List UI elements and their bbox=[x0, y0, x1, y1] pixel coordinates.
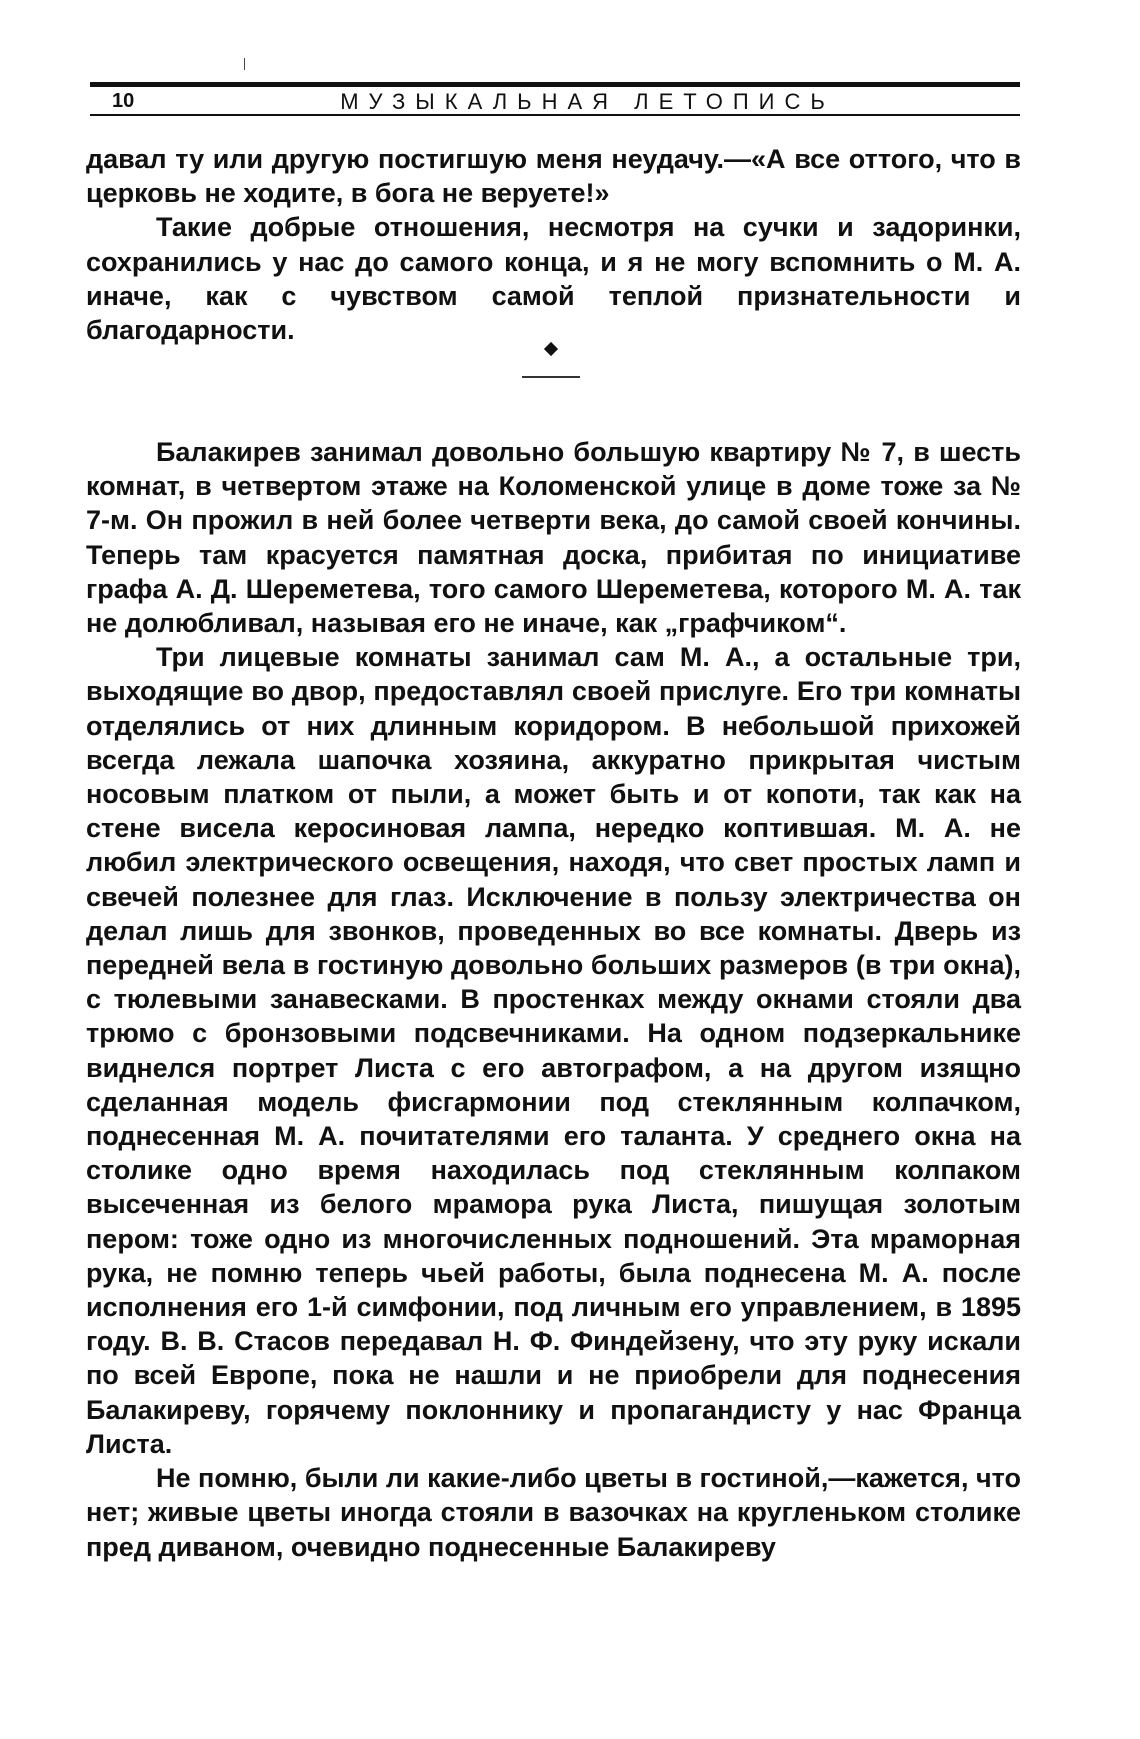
divider-rule bbox=[522, 376, 580, 378]
paragraph: давал ту или другую постигшую меня неудачу.—«А все оттого, что в церковь не ходите, в бога не веруете!» bbox=[86, 144, 1021, 209]
page-number: 10 bbox=[112, 90, 135, 112]
paragraph: Не помню, были ли какие-либо цветы в гостиной,—кажется, что нет; живые цветы иногда стояли в вазочках на кругленьком столике пред диваном, очевидно поднесенные Балакиреву bbox=[86, 1463, 1021, 1562]
running-title: МУЗЫКАЛЬНАЯ ЛЕТОПИСЬ bbox=[340, 89, 835, 114]
paragraph: Балакирев занимал довольно большую квартиру № 7, в шесть комнат, в четвертом этаже на Коломенской улице в доме тоже за № 7-м. Он прожил в ней более четверти века, до самой своей кончины. Теперь там красуется памятная доска, прибитая по инициативе графа А. Д. Шереметева, того самого Шереметева, которого М. А. так не долюбливал, называя его не иначе, как „графчиком“. bbox=[86, 437, 1021, 639]
running-header bbox=[90, 82, 1020, 116]
print-mark bbox=[244, 58, 245, 70]
section-divider bbox=[522, 340, 582, 380]
paragraph: Три лицевые комнаты занимал сам М. А., а остальные три, выходящие во двор, предоставлял своей прислуге. Его три комнаты отделялись от них длинным коридором. В небольшой прихожей всегда лежала шапочка хозяина, аккуратно прикрытая чистым носовым платком от пыли, а может быть и от копоти, так как на стене висела керосиновая лампа, нередко коптившая. М. А. не любил электрического освещения, находя, что свет простых ламп и свечей полезнее для глаз. Исключение в пользу электричества он делал лишь для звонков, проведенных во все комнаты. Дверь из передней вела в гостиную довольно больших размеров (в три окна), с тюлевыми занавесками. В простенках между окнами стояли два трюмо с бронзовыми подсвечниками. На одном подзеркальнике виднелся портрет Листа с его автографом, а на другом изящно сделанная модель фисгармонии под стеклянным колпачком, поднесенная М. А. почитателями его таланта. У среднего окна на столике одно время находилась под стеклянным колпаком высеченная из белого мрамора рука Листа, пишущая золотым пером: тоже одно из многочисленных подношений. Эта мраморная рука, не помню теперь чьей работы, была поднесена М. А. после исполнения его 1-й симфонии, под личным его управлением, в 1895 году. В. В. Стасов передавал Н. Ф. Финдейзену, что эту руку искали по всей Европе, пока не нашли и не приобрели для поднесения Балакиреву, горячему поклоннику и пропагандисту у нас Франца Листа. bbox=[86, 642, 1021, 1459]
paragraph: Такие добрые отношения, несмотря на сучки и задоринки, сохранились у нас до самого конца, и я не могу вспомнить о М. А. иначе, как с чувством самой теплой признательности и благодарности. bbox=[86, 212, 1021, 346]
text-block-main bbox=[86, 435, 1021, 1564]
diamond-ornament-icon bbox=[544, 342, 558, 356]
text-block-continuation bbox=[86, 142, 1021, 347]
